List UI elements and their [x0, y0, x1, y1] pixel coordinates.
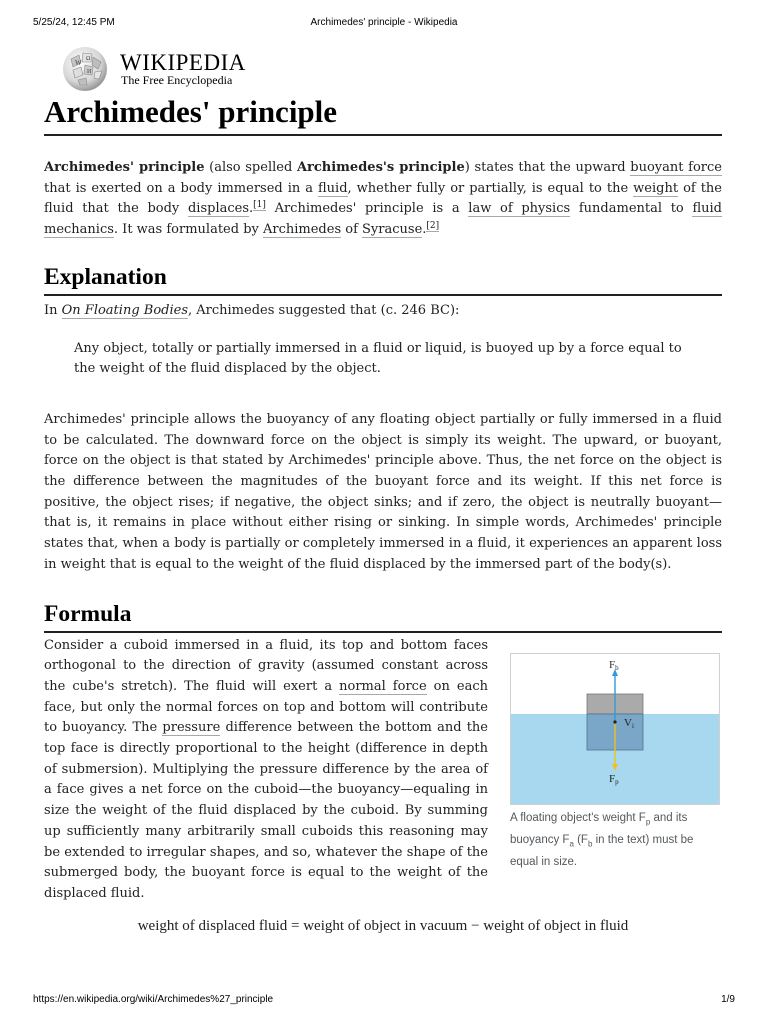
link-fluid[interactable]: fluid: [318, 180, 348, 196]
caption-text: in the text) must be equal in size.: [510, 833, 694, 869]
reference-1[interactable]: [1]: [253, 200, 266, 211]
intro-text: , Archimedes suggested that (c. 246 BC):: [188, 302, 460, 318]
label-fp: Fp: [609, 772, 619, 786]
caption-text: and its buoyancy F: [510, 811, 688, 846]
buoyancy-figure: [510, 653, 720, 872]
page-title: Archimedes' principle: [44, 92, 722, 136]
heading-formula: Formula: [44, 598, 722, 633]
svg-text:Ω: Ω: [86, 56, 91, 62]
formula-paragraph: [44, 636, 488, 905]
link-syracuse[interactable]: Syracuse: [362, 222, 423, 238]
caption-sub: a: [569, 839, 574, 849]
print-url: https://en.wikipedia.org/wiki/Archimedes%27_principle: [33, 994, 274, 1005]
svg-text:W: W: [75, 59, 82, 67]
lead-text: ) states that the upward: [464, 160, 631, 175]
formula-text: difference between the bottom and the top face is directly proportional to the height (difference in depth of submersion). Multiplying the pressure difference by the area of a face gives a net force on the cuboid—the buoyancy—equaling in size the weight of the fluid displaced by the cuboid. By summing up sufficiently many arbitrarily small cuboids this reasoning may be extended to irregular shapes, and so, whatever the shape of the submerged body, the buoyant force is equal to the weight of the displaced fluid.: [44, 720, 488, 901]
caption-text: (F: [573, 833, 588, 846]
lead-text: fundamental to: [570, 201, 693, 217]
explanation-body: Archimedes' principle allows the buoyancy of any floating object partially or fully immersed in a fluid to be calculated. The downward force on the object is simply its weight. The upward, or buoyant, force on the object is that stated by Archimedes' principle above. Thus, the net force on the object is the difference between the magnitudes of the buoyant force and its weight. If this net force is positive, the object rises; if negative, the object sinks; and if zero, the object is neutrally buoyant—that is, it remains in place without either rising or sinking. In simple words, Archimedes' principle states that, when a body is partially or completely immersed in a fluid, it experiences an apparent loss in weight that is equal to the weight of the fluid displaced by the immersed part of the body(s).: [44, 411, 722, 572]
lead-bold-term: Archimedes' principle: [44, 160, 205, 175]
print-date: 5/25/24, 12:45 PM: [33, 17, 115, 28]
center-point: [613, 720, 616, 723]
link-displaces[interactable]: displaces: [187, 201, 249, 217]
floating-block-diagram: [511, 654, 719, 804]
buoyancy-equation: weight of displaced fluid = weight of object in vacuum − weight of object in fluid: [137, 918, 629, 934]
formula-text: on each face, but only the normal forces on top and bottom will contribute to buoyancy. The: [44, 678, 489, 736]
lead-text: .: [249, 201, 254, 217]
link-archimedes[interactable]: Archimedes: [263, 222, 342, 238]
lead-text: of the fluid that the body: [44, 180, 722, 217]
link-law-of-physics[interactable]: law of physics: [468, 201, 571, 217]
wikipedia-globe-icon: [61, 45, 109, 93]
lead-text: Archimedes' principle is a: [265, 201, 469, 217]
blockquote-text: Any object, totally or partially immersed in a fluid or liquid, is buoyed up by a force equal to the weight of the fluid displaced by the object.: [74, 340, 682, 377]
print-header: [0, 17, 768, 31]
lead-text: of: [341, 222, 363, 238]
reference-2[interactable]: [2]: [426, 220, 440, 231]
link-pressure[interactable]: pressure: [162, 720, 221, 736]
lead-text: (also spelled: [204, 160, 297, 175]
print-page-number: 1/9: [721, 994, 735, 1005]
label-fb: Fb: [609, 658, 619, 672]
lead-paragraph: [44, 158, 722, 241]
heading-explanation: Explanation: [44, 261, 722, 296]
wikipedia-logo[interactable]: [61, 45, 311, 95]
print-title: Archimedes' principle - Wikipedia: [310, 17, 458, 28]
lead-text: , whether fully or partially, is equal to the: [347, 180, 634, 196]
lead-text: . It was formulated by: [113, 222, 263, 238]
link-fluid-mechanics[interactable]: fluid mechanics: [44, 201, 722, 238]
caption-sub: b: [587, 839, 593, 849]
explanation-intro: [44, 301, 722, 322]
lead-text: that is exerted on a body immersed in a: [44, 180, 318, 196]
wikipedia-tagline: The Free Encyclopedia: [121, 73, 233, 87]
formula-section: [44, 636, 722, 905]
label-vi: Vi: [624, 716, 634, 730]
svg-text:И: И: [87, 69, 92, 75]
print-footer: [0, 994, 768, 1008]
figure-image[interactable]: [510, 653, 720, 805]
link-weight[interactable]: weight: [633, 180, 679, 196]
link-on-floating-bodies[interactable]: On Floating Bodies: [61, 302, 188, 318]
formula-text: Consider a cuboid immersed in a fluid, its top and bottom faces orthogonal to the direction of gravity (assumed constant across the cube's stretch). The fluid will exert a: [44, 637, 488, 694]
caption-text: A floating object's weight F: [510, 811, 646, 824]
intro-text: In: [44, 302, 62, 318]
wikipedia-wordmark: WIKIPEDIA: [120, 50, 246, 75]
article-content: [44, 92, 722, 934]
caption-sub: p: [645, 816, 651, 826]
link-normal-force[interactable]: normal force: [339, 678, 427, 694]
link-buoyant-force[interactable]: buoyant force: [630, 160, 722, 175]
blockquote: [74, 339, 704, 380]
lead-bold-alt-term: Archimedes's principle: [296, 160, 465, 175]
figure-caption: [510, 809, 720, 872]
lead-text: .: [422, 222, 427, 238]
